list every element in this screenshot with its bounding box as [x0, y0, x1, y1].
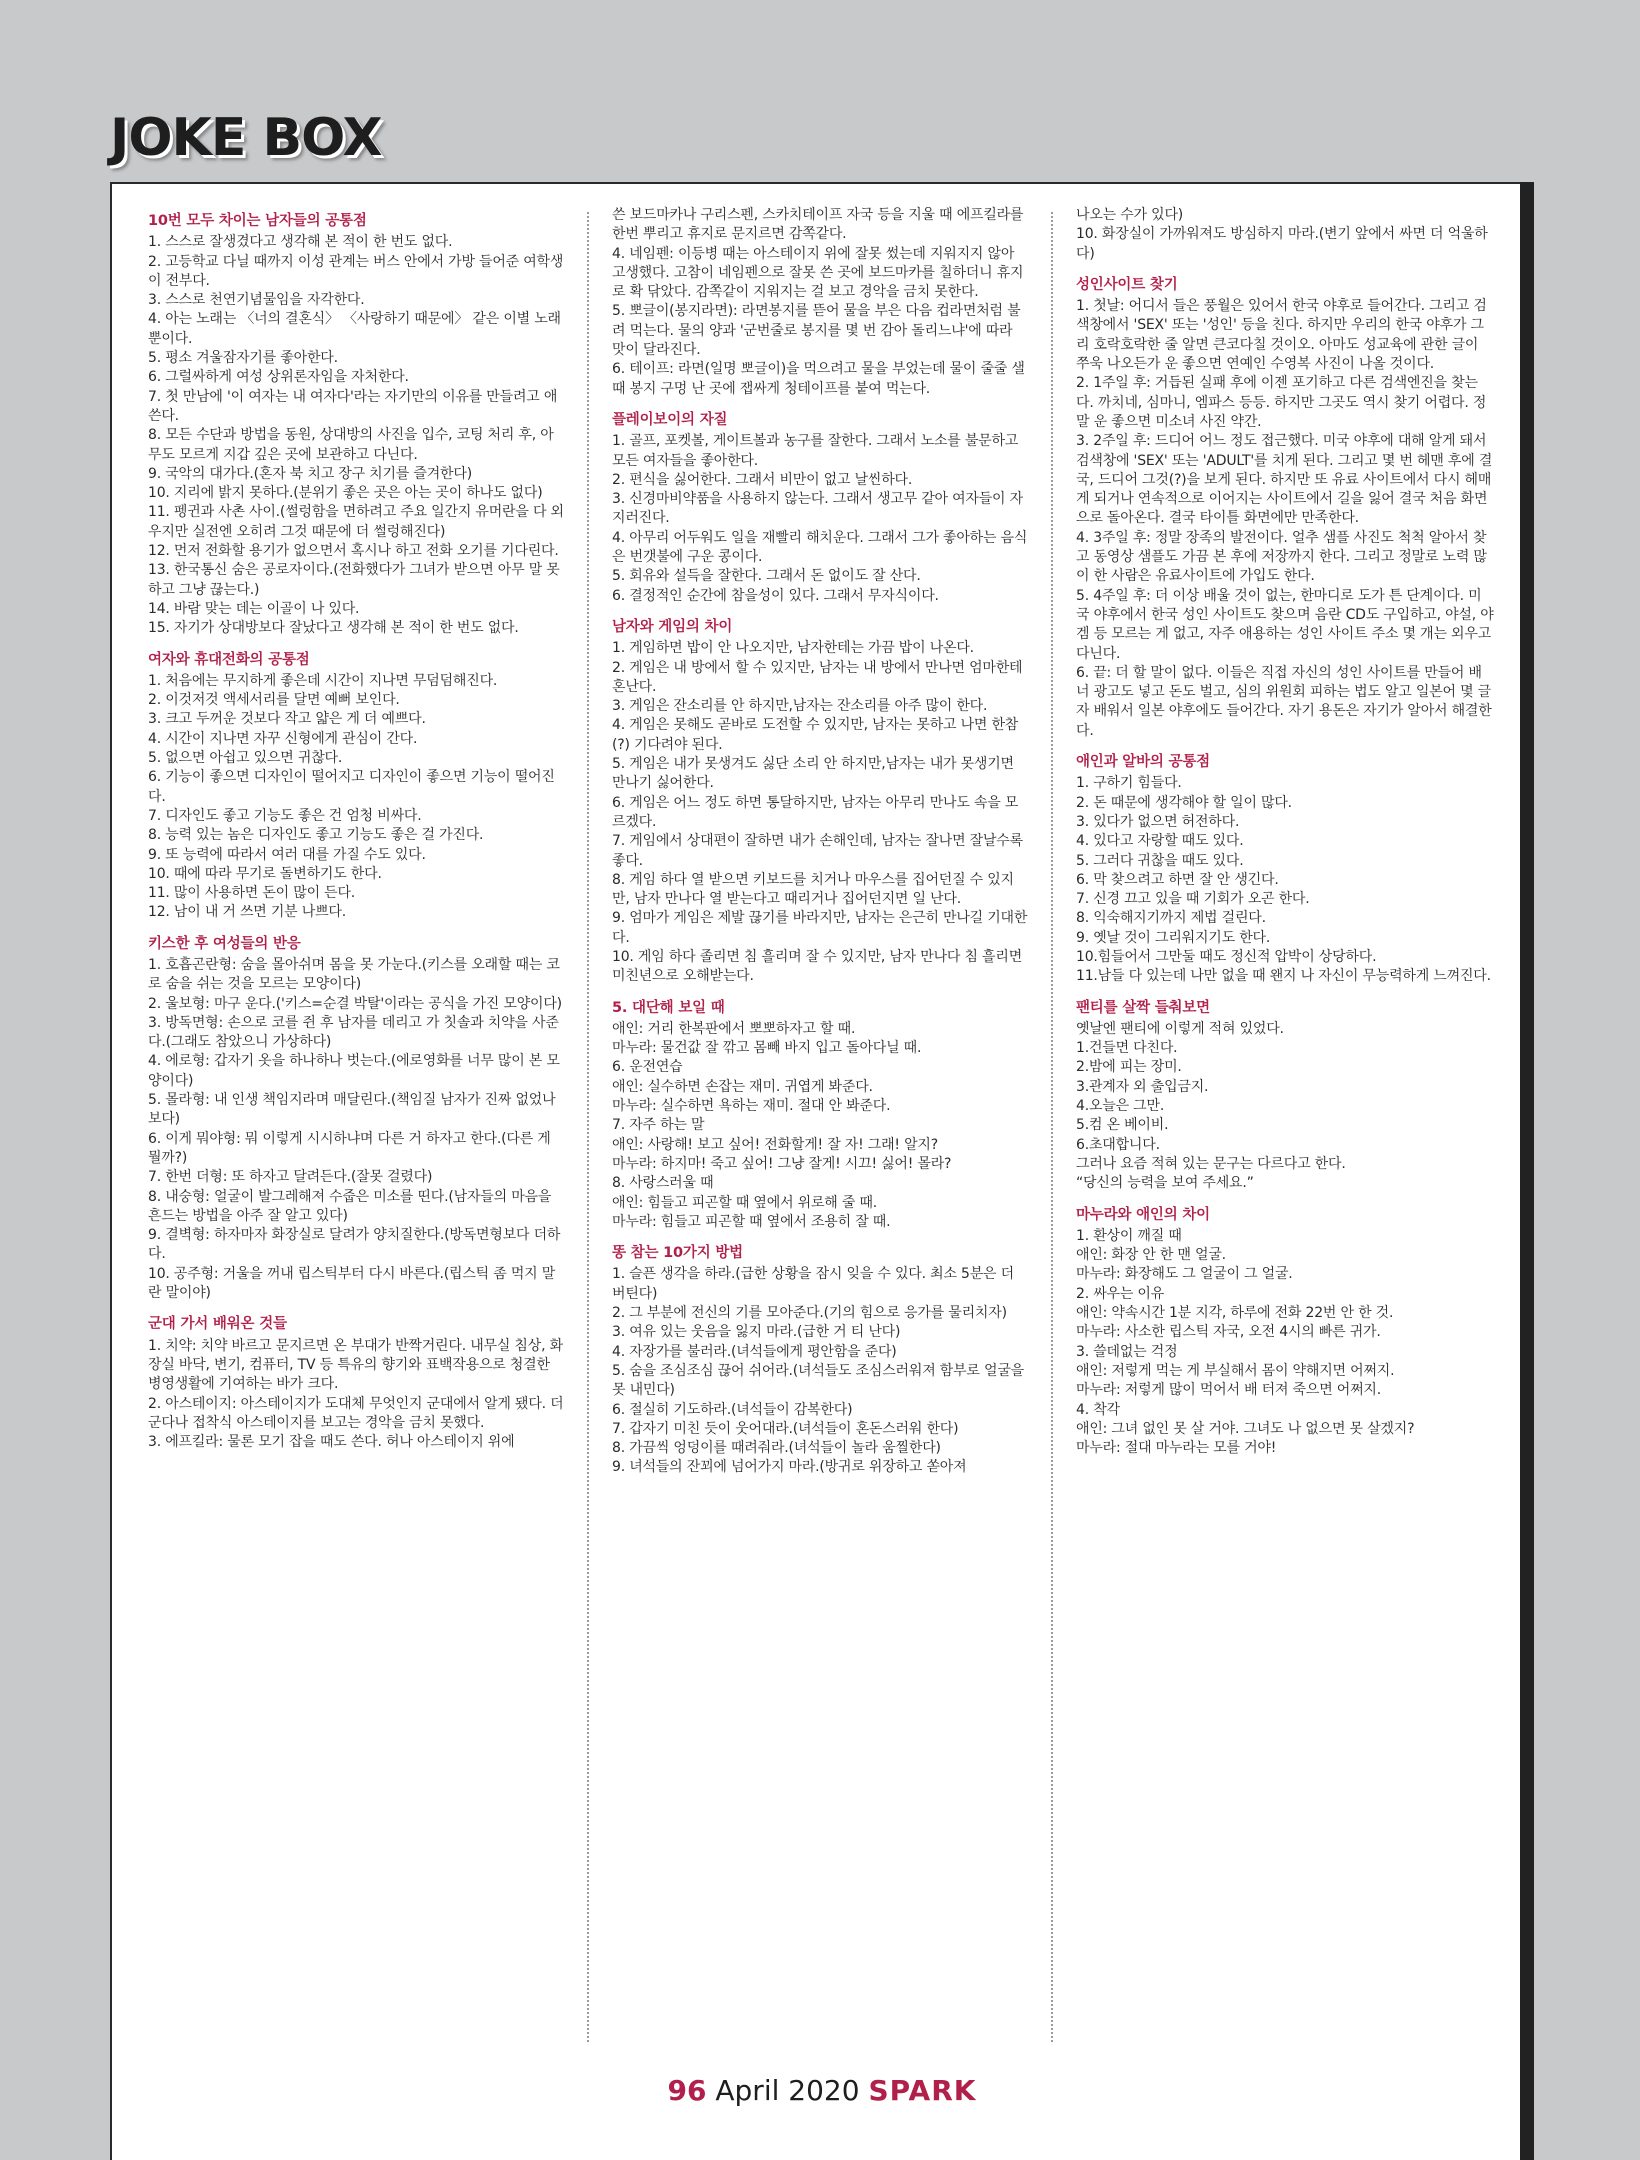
- joke-section: [612, 1244, 1030, 1478]
- joke-item: 7. 첫 만남에 '이 여자는 내 여자다'라는 자기만의 이유를 만들려고 애쓴다.: [148, 388, 558, 424]
- joke-item: 2. 싸우는 이유: [1076, 1285, 1165, 1302]
- joke-item: 2. 돈 때문에 생각해야 할 일이 많다.: [1076, 794, 1292, 811]
- joke-item: 6. 테이프: 라면(일명 뽀글이)을 먹으려고 물을 부었는데 물이 줄줄 샐 때 봉지 구멍 난 곳에 잽싸게 청테이프를 붙여 먹는다.: [612, 361, 1025, 397]
- joke-item: 2. 편식을 싫어한다. 그래서 비만이 없고 날씬하다.: [612, 471, 913, 488]
- section-heading: 여자와 휴대전화의 공통점: [148, 651, 310, 668]
- joke-item: 쓴 보드마카나 구리스펜, 스카치테이프 자국 등을 지울 때 에프킬라를 한번 뿌리고 휴지로 문지르면 감쪽같다.: [612, 207, 1024, 243]
- joke-item: 1. 게임하면 밥이 안 나오지만, 남자한테는 가끔 밥이 나온다.: [612, 640, 974, 657]
- joke-section: [1076, 999, 1494, 1194]
- joke-item: 6. 이게 뭐야형: 뭐 이렇게 시시하냐며 다른 거 하자고 한다.(다른 게 뭘까?): [148, 1130, 551, 1166]
- joke-item: 4. 네임펜: 이등병 때는 아스테이지 위에 잘못 썼는데 지워지지 않아 고생했다. 고참이 네임펜으로 잘못 쓴 곳에 보드마카를 칠하더니 휴지로 확 닦았다. 감쪽같이 지워지는 걸 보고 경악을 금치 못한다.: [612, 245, 1024, 301]
- joke-item: 6.초대합니다.: [1076, 1136, 1160, 1153]
- joke-item: 1. 처음에는 무지하게 좋은데 시간이 지나면 무덤덤해진다.: [148, 672, 498, 689]
- section-heading: 팬티를 살짝 들춰보면: [1076, 999, 1210, 1016]
- joke-item: 4. 3주일 후: 정말 장족의 발전이다. 얼추 샘플 사진도 척척 알아서 찾고 동영상 샘플도 가끔 본 후에 저장까지 한다. 그리고 정말로 노력 많이 한 사람은 유료사이트에 가입도 한다.: [1076, 529, 1487, 585]
- joke-item: 3. 여유 있는 웃음을 잃지 마라.(급한 거 티 난다): [612, 1324, 901, 1341]
- section-heading: 남자와 게임의 차이: [612, 618, 733, 635]
- joke-item: 5. 그러다 귀찮을 때도 있다.: [1076, 852, 1244, 869]
- joke-item: 애인: 그녀 없인 못 살 거야. 그녀도 나 없으면 못 살겠지?: [1076, 1420, 1415, 1437]
- joke-item: 10. 때에 따라 무기로 돌변하기도 한다.: [148, 865, 382, 882]
- joke-item: 1. 스스로 잘생겼다고 생각해 본 적이 한 번도 없다.: [148, 234, 453, 251]
- joke-section: [1076, 753, 1494, 987]
- joke-item: 1. 구하기 힘들다.: [1076, 775, 1182, 792]
- joke-item: 5. 4주일 후: 더 이상 배울 것이 없는, 한마디로 도가 튼 단계이다. 미국 야후에서 한국 성인 사이트도 찾으며 음란 CD도 구입하고, 야설, 야겜 등 모르는 게 없고, 자주 애용하는 성인 사이트 주소 몇 개는 외우고 다닌다.: [1076, 587, 1494, 662]
- joke-item: 4. 시간이 지나면 자꾸 신형에게 관심이 간다.: [148, 730, 418, 747]
- joke-item: 4. 자장가를 불러라.(녀석들에게 평안함을 준다): [612, 1343, 897, 1360]
- joke-item: 10. 공주형: 거울을 꺼내 립스틱부터 다시 바른다.(립스틱 좀 먹지 말란 말이야): [148, 1265, 556, 1302]
- joke-item: 8. 내숭형: 얼굴이 발그레해져 수줍은 미소를 띤다.(남자들의 마음을 흔드는 방법을 아주 잘 알고 있다): [148, 1188, 552, 1224]
- joke-item: 애인: 약속시간 1분 지각, 하루에 전화 22번 안 한 것.: [1076, 1305, 1394, 1322]
- joke-item: 옛날엔 팬티에 이렇게 적혀 있었다.: [1076, 1020, 1284, 1037]
- joke-item: 2. 그 부분에 전신의 기를 모아준다.(기의 힘으로 응가를 물리치자): [612, 1305, 1007, 1322]
- joke-item: 4. 착각: [1076, 1401, 1120, 1418]
- joke-item: 7. 신경 끄고 있을 때 기회가 오곤 한다.: [1076, 891, 1310, 908]
- joke-item: 애인: 화장 안 한 맨 얼굴.: [1076, 1247, 1226, 1264]
- joke-item: 2. 게임은 내 방에서 할 수 있지만, 남자는 내 방에서 만나면 엄마한테 혼난다.: [612, 659, 1023, 695]
- column-divider: [1051, 212, 1053, 2042]
- joke-item: 그러나 요즘 적혀 있는 문구는 다르다고 한다.: [1076, 1155, 1346, 1172]
- joke-item: 10.힘들어서 그만둘 때도 정신적 압박이 상당하다.: [1076, 948, 1377, 965]
- joke-item: 5. 회유와 설득을 잘한다. 그래서 돈 없이도 잘 산다.: [612, 568, 921, 585]
- joke-item: 8. 익숙해지기까지 제법 걸린다.: [1076, 910, 1266, 927]
- column-divider: [587, 212, 589, 2042]
- section-heading: 마누라와 애인의 차이: [1076, 1206, 1210, 1223]
- joke-item: 마누라: 화장해도 그 얼굴이 그 얼굴.: [1076, 1266, 1293, 1283]
- joke-item: 9. 국악의 대가다.(혼자 북 치고 장구 치기를 즐겨한다): [148, 465, 472, 482]
- page-edge-strip: [1520, 182, 1534, 2160]
- joke-item: 6. 운전연습: [612, 1059, 683, 1076]
- joke-item: 14. 바람 맞는 데는 이골이 나 있다.: [148, 600, 360, 617]
- section-heading: 군대 가서 배워온 것들: [148, 1316, 287, 1333]
- joke-item: 9. 옛날 것이 그리워지기도 한다.: [1076, 929, 1271, 946]
- joke-item: 8. 모든 수단과 방법을 동원, 상대방의 사진을 입수, 코팅 처리 후, 아무도 모르게 지갑 깊은 곳에 보관하고 다닌다.: [148, 427, 554, 463]
- joke-item: 애인: 저렇게 먹는 게 부실해서 몸이 약해지면 어쩌지.: [1076, 1362, 1395, 1379]
- joke-item: 1. 골프, 포켓볼, 게이트볼과 농구를 잘한다. 그래서 노소를 불문하고 모든 여자들을 좋아한다.: [612, 433, 1019, 469]
- joke-item: 5. 숨을 조심조심 끊어 쉬어라.(녀석들도 조심스러워져 함부로 얼굴을 못 내민다): [612, 1362, 1024, 1399]
- joke-item: 11.남들 다 있는데 나만 없을 때 왠지 나 자신이 무능력하게 느껴진다.: [1076, 968, 1491, 985]
- joke-item: 3. 게임은 잔소리를 안 하지만,남자는 잔소리를 아주 많이 한다.: [612, 698, 988, 715]
- joke-item: 7. 게임에서 상대편이 잘하면 내가 손해인데, 남자는 잘나면 잘날수록 좋다.: [612, 833, 1023, 869]
- joke-item: 2. 울보형: 마구 운다.('키스=순결 박탈'이라는 공식을 가진 모양이다): [148, 995, 562, 1012]
- joke-item: 8. 능력 있는 놈은 디자인도 좋고 기능도 좋은 걸 가진다.: [148, 827, 484, 844]
- joke-item: 2.밤에 피는 장미.: [1076, 1059, 1182, 1076]
- joke-item: 애인: 힘들고 피곤할 때 옆에서 위로해 줄 때.: [612, 1194, 878, 1211]
- joke-item: 1. 슬픈 생각을 하라.(급한 상황을 잠시 잊을 수 있다. 최소 5분은 더 버틴다): [612, 1266, 1014, 1302]
- joke-item: 6. 그럴싸하게 여성 상위론자임을 자처한다.: [148, 369, 409, 386]
- joke-item: 3. 2주일 후: 드디어 어느 정도 접근했다. 미국 야후에 대해 알게 돼서 검색창에 'SEX' 또는 'ADULT'를 치게 된다. 그리고 몇 번 헤맨 후에 결국, 드디어 그것(?)을 보게 된다. 하지만 또 유료 사이트에서 다시 헤매게 되거나 연속적으로 이어지는 사이트에서 길을 잃어 결국 처음 화면으로 돌아온다. 결국 타이틀 화면에만 만족한다.: [1076, 433, 1493, 527]
- joke-item: 4. 게임은 못해도 곧바로 도전할 수 있지만, 남자는 못하고 나면 한참(?) 기다려야 된다.: [612, 717, 1019, 753]
- joke-section: [148, 935, 566, 1304]
- issue-date: April 2020: [715, 2074, 860, 2107]
- joke-item: 3. 있다가 없으면 허전하다.: [1076, 813, 1240, 830]
- article-sheet: [110, 182, 1530, 2160]
- joke-item: 7. 디자인도 좋고 기능도 좋은 건 엄청 비싸다.: [148, 807, 422, 824]
- joke-item: 12. 먼저 전화할 용기가 없으면서 혹시나 하고 전화 오기를 기다린다.: [148, 543, 559, 560]
- joke-item: 3. 방독면형: 손으로 코를 쥔 후 남자를 데리고 가 칫솔과 치약을 사준다.(그래도 참았으니 가상하다): [148, 1014, 559, 1051]
- joke-item: 애인: 실수하면 손잡는 재미. 귀엽게 봐준다.: [612, 1078, 873, 1095]
- joke-section: [148, 651, 566, 923]
- joke-section: [612, 618, 1030, 987]
- section-heading: 5. 대단해 보일 때: [612, 999, 725, 1016]
- joke-item: 13. 한국통신 숨은 공로자이다.(전화했다가 그녀가 받으면 아무 말 못하고 그냥 끊는다.): [148, 562, 560, 598]
- joke-section: [148, 212, 566, 639]
- joke-item: 3. 크고 두꺼운 것보다 작고 얇은 게 더 예쁘다.: [148, 711, 426, 728]
- column-2: [612, 206, 1030, 2066]
- joke-item: 2. 1주일 후: 거듭된 실패 후에 이젠 포기하고 다른 검색엔진을 찾는다. 까치네, 심마니, 엠파스 등등. 하지만 그곳도 역시 찾기 어렵다. 정말 운 좋으면 미소녀 사진 약간.: [1076, 375, 1487, 430]
- joke-item: 5. 몰라형: 내 인생 책임지라며 매달린다.(책임질 남자가 진짜 없었나 보다): [148, 1092, 556, 1128]
- joke-item: 마누라: 하지마! 죽고 싶어! 그냥 잘게! 시끄! 싫어! 몰라?: [612, 1155, 952, 1172]
- joke-item: 4. 아는 노래는 〈너의 결혼식〉 〈사랑하기 때문에〉 같은 이별 노래뿐이다.: [148, 311, 561, 347]
- joke-section: [1076, 1206, 1494, 1459]
- joke-item: 3. 쓸데없는 걱정: [1076, 1343, 1178, 1360]
- joke-item: 애인: 거리 한복판에서 뽀뽀하자고 할 때.: [612, 1020, 856, 1037]
- joke-item: 4. 에로형: 갑자기 옷을 하나하나 벗는다.(에로영화를 너무 많이 본 모양이다): [148, 1053, 560, 1089]
- joke-item: 6. 결정적인 순간에 참을성이 있다. 그래서 무자식이다.: [612, 587, 939, 604]
- joke-item: 9. 엄마가 게임은 제발 끊기를 바라지만, 남자는 은근히 만나길 기대한다.: [612, 910, 1028, 946]
- joke-item: 6. 끝: 더 할 말이 없다. 이들은 직접 자신의 성인 사이트를 만들어 배너 광고도 넣고 돈도 벌고, 심의 위원회 피하는 법도 알고 일본어 몇 글자 배워서 일본 야후에도 들어간다. 자기 용돈은 자기가 알아서 해결한다.: [1076, 664, 1492, 739]
- joke-item: “당신의 능력을 보여 주세요.”: [1076, 1175, 1254, 1192]
- column-3: [1076, 206, 1494, 2066]
- joke-item: 12. 남이 내 거 쓰면 기분 나쁘다.: [148, 904, 346, 921]
- joke-item: 7. 한번 더형: 또 하자고 달려든다.(잘못 걸렸다): [148, 1169, 433, 1186]
- joke-item: 9. 녀석들의 잔꾀에 넘어가지 마라.(방귀로 위장하고 쏟아져: [612, 1459, 967, 1476]
- joke-section: [612, 206, 1030, 399]
- section-heading: 똥 참는 10가지 방법: [612, 1245, 743, 1262]
- joke-item: 3.관계자 외 출입금지.: [1076, 1078, 1209, 1095]
- joke-item: 나오는 수가 있다): [1076, 207, 1184, 223]
- joke-item: 5. 평소 겨울잠자기를 좋아한다.: [148, 350, 338, 367]
- joke-item: 10. 화장실이 가까워져도 방심하지 마라.(변기 앞에서 싸면 더 억울하다): [1076, 226, 1488, 262]
- joke-item: 마누라: 절대 마누라는 모를 거야!: [1076, 1440, 1277, 1457]
- joke-item: 11. 많이 사용하면 돈이 많이 든다.: [148, 885, 356, 902]
- joke-item: 15. 자기가 상대방보다 잘났다고 생각해 본 적이 한 번도 없다.: [148, 620, 519, 637]
- joke-item: 애인: 사랑해! 보고 싶어! 전화할게! 잘 자! 그래! 알지?: [612, 1136, 938, 1153]
- joke-section: [612, 411, 1030, 606]
- joke-item: 6. 막 찾으려고 하면 잘 안 생긴다.: [1076, 871, 1279, 888]
- joke-item: 1. 첫날: 어디서 들은 풍월은 있어서 한국 야후로 들어간다. 그리고 검색창에서 'SEX' 또는 '성인' 등을 친다. 하지만 우리의 한국 야후가 그리 호락호락한 줄 알면 큰코다칠 것이오. 아마도 성교육에 관한 글이 쭈욱 나오든가 운 좋으면 연예인 수영복 사진이 나올 것이다.: [1076, 298, 1487, 373]
- joke-section: [612, 999, 1030, 1233]
- joke-section: [1076, 206, 1494, 264]
- page-title: JOKE BOX: [110, 108, 382, 168]
- page-footer: [112, 2074, 1532, 2107]
- joke-item: 9. 또 능력에 따라서 여러 대를 가질 수도 있다.: [148, 846, 426, 863]
- joke-item: 1. 환상이 깨질 때: [1076, 1227, 1182, 1244]
- section-heading: 플레이보이의 자질: [612, 411, 728, 428]
- joke-item: 8. 게임 하다 열 받으면 키보드를 치거나 마우스를 집어던질 수 있지만, 남자 만나다 열 받는다고 때리거나 집어던지면 일 난다.: [612, 871, 1014, 908]
- joke-item: 10. 게임 하다 졸리면 침 흘리며 잘 수 있지만, 남자 만나다 침 흘리면 미친년으로 오해받는다.: [612, 948, 1023, 985]
- joke-item: 10. 지리에 밝지 못하다.(분위기 좋은 곳은 아는 곳이 하나도 없다): [148, 485, 543, 502]
- section-heading: 10번 모두 차이는 남자들의 공통점: [148, 213, 367, 229]
- joke-section: [148, 1315, 566, 1452]
- joke-item: 11. 펭귄과 사촌 사이.(썰렁함을 면하려고 주요 일간지 유머란을 다 외우지만 실전엔 오히려 그것 때문에 더 썰렁해진다): [148, 504, 564, 540]
- section-heading: 성인사이트 찾기: [1076, 276, 1178, 293]
- joke-item: 2. 고등학교 다닐 때까지 이성 관계는 버스 안에서 가방 들어준 여학생이 전부다.: [148, 253, 564, 289]
- joke-item: 2. 아스테이지: 아스테이지가 도대체 무엇인지 군대에서 알게 됐다. 더군다나 접착식 아스테이지를 보고는 경악을 금치 못했다.: [148, 1395, 564, 1431]
- joke-item: 4.오늘은 그만.: [1076, 1098, 1165, 1115]
- section-heading: 키스한 후 여성들의 반응: [148, 935, 301, 952]
- joke-item: 5. 게임은 내가 못생겨도 싫단 소리 안 하지만,남자는 내가 못생기면 만나기 싫어한다.: [612, 756, 1014, 792]
- joke-item: 4. 있다고 자랑할 때도 있다.: [1076, 833, 1244, 850]
- joke-item: 1. 호흡곤란형: 숨을 몰아쉬며 몸을 못 가눈다.(키스를 오래할 때는 코로 숨을 쉬는 것을 모르는 모양이다): [148, 956, 560, 993]
- joke-item: 5. 없으면 아쉽고 있으면 귀찮다.: [148, 750, 343, 767]
- joke-item: 6. 절실히 기도하라.(녀석들이 감복한다): [612, 1401, 853, 1418]
- joke-item: 마누라: 사소한 립스틱 자국, 오전 4시의 빠른 귀가.: [1076, 1324, 1381, 1341]
- joke-item: 3. 스스로 천연기념물임을 자각한다.: [148, 292, 365, 309]
- magazine-name: SPARK: [868, 2074, 977, 2107]
- joke-item: 7. 자주 하는 말: [612, 1117, 705, 1134]
- joke-item: 1.건들면 다친다.: [1076, 1040, 1178, 1057]
- joke-item: 마누라: 저렇게 많이 먹어서 배 터져 죽으면 어쩌지.: [1076, 1382, 1381, 1399]
- section-heading: 애인과 알바의 공통점: [1076, 754, 1210, 771]
- joke-item: 5. 뽀글이(봉지라면): 라면봉지를 뜯어 물을 부은 다음 컵라면처럼 불려 먹는다. 물의 양과 '군번줄로 봉지를 몇 번 감아 돌리느냐'에 따라 맛이 달라진다.: [612, 303, 1021, 359]
- page-number: 96: [667, 2074, 707, 2107]
- joke-item: 9. 결벽형: 하자마자 화장실로 달려가 양치질한다.(방독면형보다 더하다.: [148, 1227, 561, 1263]
- joke-item: 마누라: 물건값 잘 깎고 몸빼 바지 입고 돌아다닐 때.: [612, 1040, 922, 1057]
- joke-item: 2. 이것저것 액세서리를 달면 예뻐 보인다.: [148, 692, 400, 709]
- joke-item: 8. 가끔씩 엉덩이를 때려줘라.(녀석들이 놀라 움찔한다): [612, 1440, 941, 1457]
- joke-section: [1076, 276, 1494, 741]
- joke-item: 6. 기능이 좋으면 디자인이 떨어지고 디자인이 좋으면 기능이 떨어진다.: [148, 769, 555, 805]
- joke-item: 3. 신경마비약품을 사용하지 않는다. 그래서 생고무 같아 여자들이 자지러진다.: [612, 491, 1023, 527]
- joke-item: 7. 갑자기 미친 듯이 웃어대라.(녀석들이 혼돈스러워 한다): [612, 1420, 959, 1437]
- joke-item: 5.컴 온 베이비.: [1076, 1117, 1169, 1134]
- joke-item: 3. 에프킬라: 물론 모기 잡을 때도 쓴다. 허나 아스테이지 위에: [148, 1434, 515, 1451]
- joke-item: 1. 치약: 치약 바르고 문지르면 온 부대가 반짝거린다. 내무실 침상, 화장실 바닥, 변기, 컴퓨터, TV 등 특유의 향기와 표백작용으로 청결한 병영생활에 기여하는 바가 크다.: [148, 1337, 563, 1393]
- joke-item: 4. 아무리 어두워도 일을 재빨리 해치운다. 그래서 그가 좋아하는 음식은 번갯불에 구운 콩이다.: [612, 529, 1028, 566]
- column-1: [148, 206, 566, 2066]
- joke-item: 6. 게임은 어느 정도 하면 통달하지만, 남자는 아무리 만나도 속을 모르겠다.: [612, 794, 1019, 830]
- joke-item: 마누라: 힘들고 피곤할 때 옆에서 조용히 잘 때.: [612, 1213, 891, 1230]
- joke-item: 마누라: 실수하면 욕하는 재미. 절대 안 봐준다.: [612, 1098, 891, 1115]
- joke-item: 8. 사랑스러울 때: [612, 1175, 714, 1192]
